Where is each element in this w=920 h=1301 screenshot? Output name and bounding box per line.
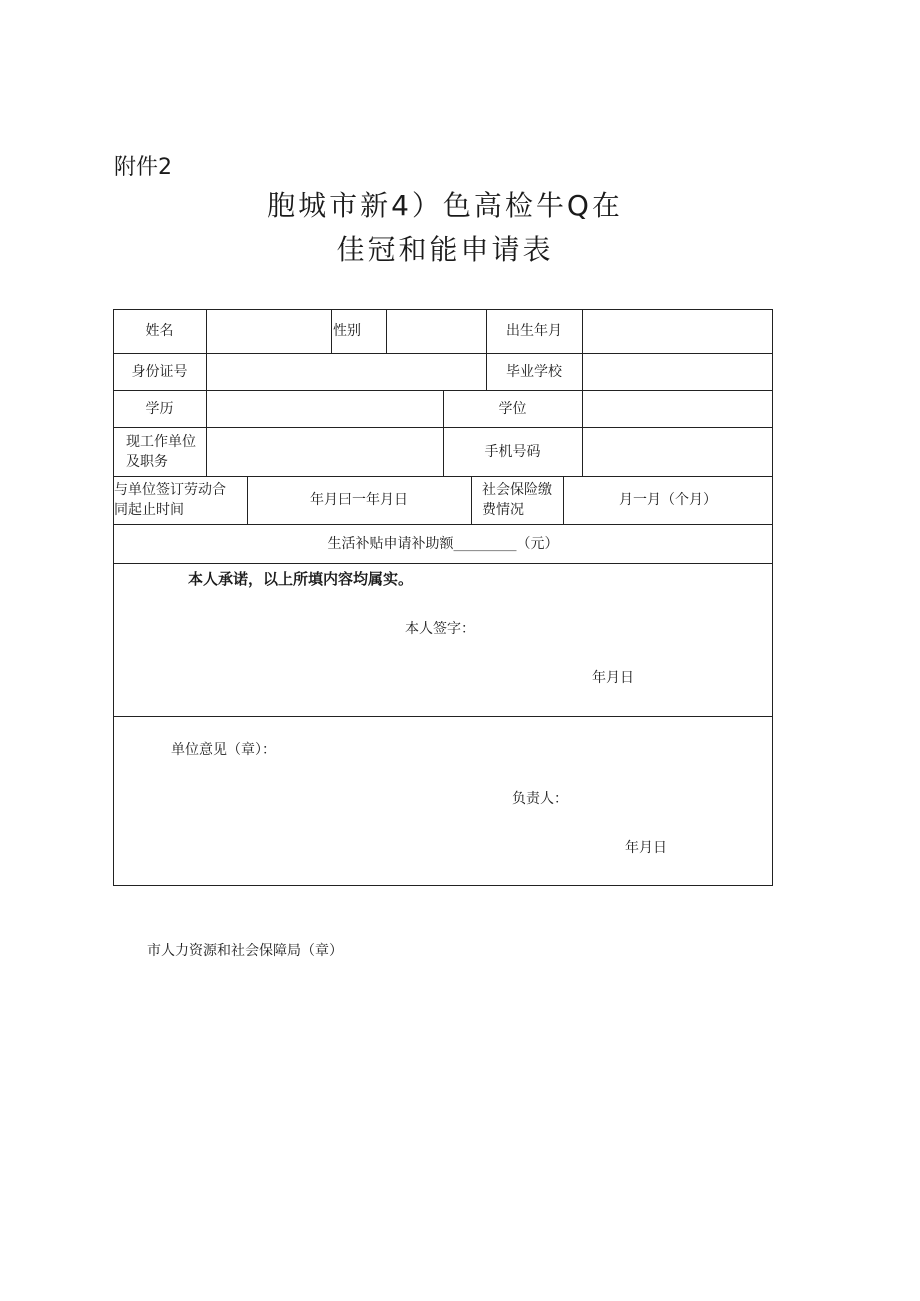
bureau-seal-label: 市人力资源和社会保障局（章）: [147, 943, 343, 959]
work-unit-field[interactable]: [207, 428, 442, 475]
birth-date-label: 出生年月: [506, 323, 562, 339]
signature-label: 本人签字：: [405, 621, 475, 637]
commitment-date-label: 年月日: [592, 670, 634, 686]
form-title-line2: 佳冠和能申请表: [336, 233, 554, 266]
row-divider: [113, 716, 773, 717]
degree-label: 学位: [498, 400, 527, 417]
contract-period-field[interactable]: 年月曰一年月日: [310, 492, 408, 508]
attachment-label: 附件2: [114, 155, 172, 180]
education-label: 学历: [145, 400, 174, 417]
responsible-person-label: 负责人：: [512, 791, 568, 807]
form-title-line1: 胞城市新4）色高检牛Q在: [267, 189, 623, 222]
education-field[interactable]: [207, 391, 442, 426]
insurance-label: [471, 476, 563, 524]
gender-field[interactable]: [387, 310, 485, 352]
subsidy-amount-field[interactable]: 生活补贴申请补助额_________（元）: [327, 535, 559, 552]
unit-opinion-field[interactable]: [171, 762, 731, 792]
row-divider: [113, 563, 773, 564]
insurance-label-line2: 费情况: [482, 502, 524, 518]
contract-label-line2: 同起止时间: [114, 502, 184, 518]
birth-date-field[interactable]: [583, 310, 772, 352]
id-number-label: 身份证号: [131, 363, 188, 380]
contract-period-label: [113, 476, 248, 524]
name-label: 姓名: [145, 323, 174, 339]
unit-opinion-date-label: 年月日: [625, 840, 667, 856]
work-unit-label: [124, 427, 208, 476]
school-field[interactable]: [583, 354, 772, 389]
gender-label: 性别: [333, 323, 361, 339]
contract-label-line1: 与单位签订劳动合: [114, 482, 226, 498]
id-number-field[interactable]: [207, 354, 485, 389]
degree-field[interactable]: [583, 391, 772, 426]
insurance-label-line1: 社会保险缴: [482, 482, 552, 498]
unit-opinion-label: 单位意见（章）：: [171, 742, 276, 758]
signature-field[interactable]: [480, 612, 680, 642]
phone-field[interactable]: [583, 428, 772, 475]
school-label: 毕业学校: [506, 363, 562, 380]
insurance-period-field[interactable]: 月一月（个月）: [619, 492, 717, 508]
name-field[interactable]: [207, 310, 330, 352]
commitment-statement: 本人承诺，以上所填内容均属实。: [188, 570, 414, 588]
work-unit-label-line1: 现工作单位: [126, 433, 196, 450]
work-unit-label-line2: 及职务: [126, 453, 168, 470]
phone-label: 手机号码: [484, 443, 541, 460]
